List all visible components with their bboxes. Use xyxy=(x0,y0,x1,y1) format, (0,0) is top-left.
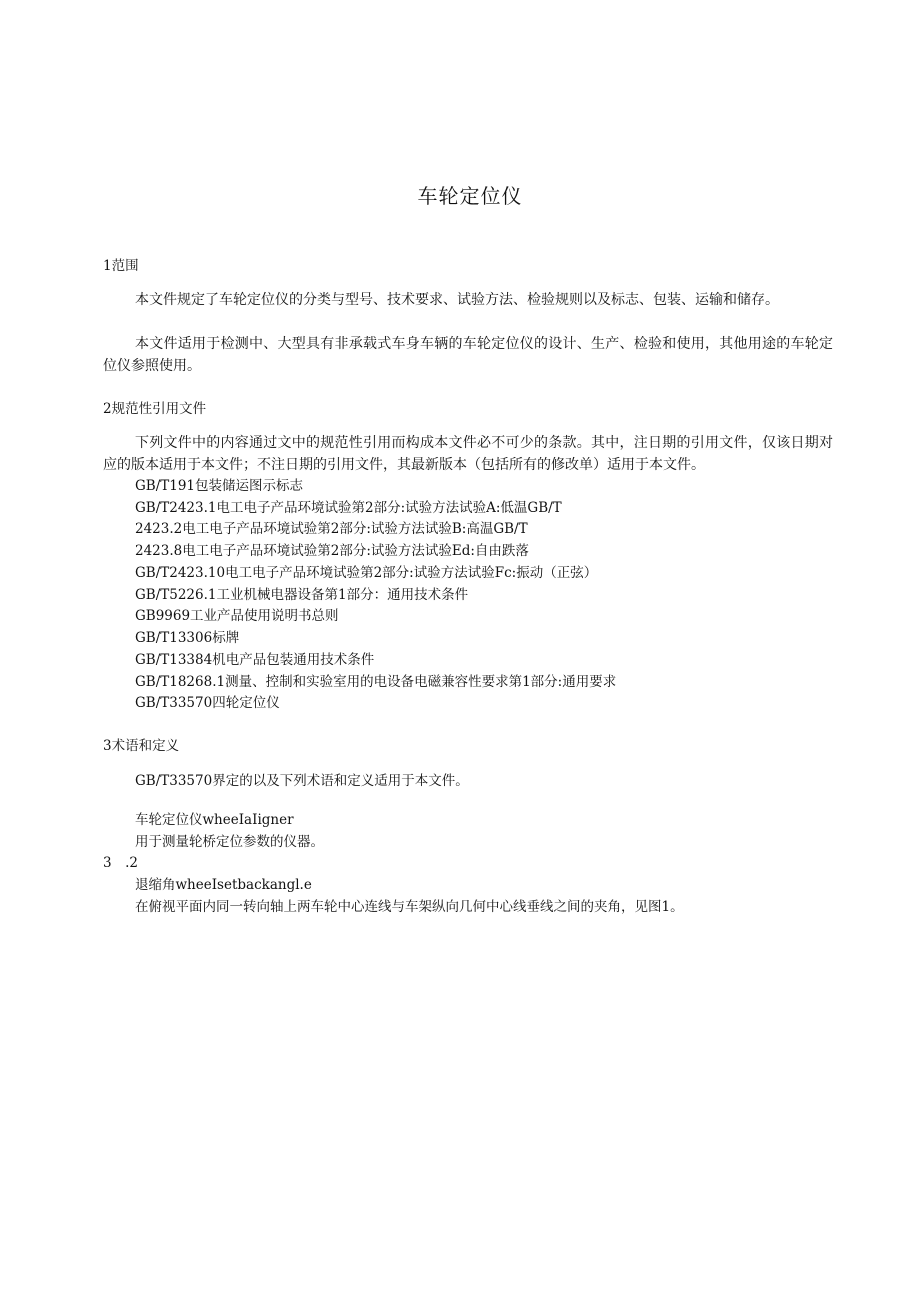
reference-item: GB/T33570四轮定位仪 xyxy=(135,695,280,711)
section-heading-normative-references: 2规范性引用文件 xyxy=(103,401,207,417)
reference-item: GB/T2423.10电工电子产品环境试验第2部分:试验方法试验Fc:振动（正弦） xyxy=(135,565,598,581)
reference-item: GB/T5226.1工业机械电器设备第1部分：通用技术条件 xyxy=(135,587,469,603)
term-number: 3 .2 xyxy=(103,855,138,871)
term-name: 退缩角wheeIsetbackangl.e xyxy=(135,877,312,893)
reference-item: GB9969工业产品使用说明书总则 xyxy=(135,608,339,624)
section-heading-terms-definitions: 3术语和定义 xyxy=(103,738,180,754)
term-definition: 在俯视平面内同一转向轴上两车轮中心连线与车架纵向几何中心线垂线之间的夹角，见图1。 xyxy=(135,899,684,915)
reference-item: GB/T13306标牌 xyxy=(135,630,240,646)
reference-item: 2423.2电工电子产品环境试验第2部分:试验方法试验B:高温GB/T xyxy=(135,521,528,537)
reference-item: GB/T2423.1电工电子产品环境试验第2部分:试验方法试验A:低温GB/T xyxy=(135,500,562,516)
document-title: 车轮定位仪 xyxy=(417,184,523,208)
term-name: 车轮定位仪wheeIaIigner xyxy=(135,812,294,828)
references-intro-paragraph: 下列文件中的内容通过文中的规范性引用而构成本文件必不可少的条款。其中，注日期的引用文件，仅该日期对应的版本适用于本文件；不注日期的引用文件，其最新版本（包括所有的修改单）适用于本文件。 xyxy=(103,435,833,473)
terms-intro: GB/T33570界定的以及下列术语和定义适用于本文件。 xyxy=(135,773,469,789)
reference-item: 2423.8电工电子产品环境试验第2部分:试验方法试验Ed:自由跌落 xyxy=(135,543,529,559)
scope-paragraph-2: 本文件适用于检测中、大型具有非承载式车身车辆的车轮定位仪的设计、生产、检验和使用，其他用途的车轮定位仪参照使用。 xyxy=(103,336,833,374)
scope-paragraph-1: 本文件规定了车轮定位仪的分类与型号、技术要求、试验方法、检验规则以及标志、包装、运输和储存。 xyxy=(135,292,779,308)
term-definition: 用于测量轮桥定位参数的仪器。 xyxy=(135,834,324,850)
reference-item: GB/T191包装储运图示标志 xyxy=(135,478,304,494)
section-heading-scope: 1范围 xyxy=(103,258,139,274)
reference-item: GB/T13384机电产品包装通用技术条件 xyxy=(135,652,375,668)
reference-item: GB/T18268.1测量、控制和实验室用的电设备电磁兼容性要求第1部分:通用要求 xyxy=(135,674,617,690)
